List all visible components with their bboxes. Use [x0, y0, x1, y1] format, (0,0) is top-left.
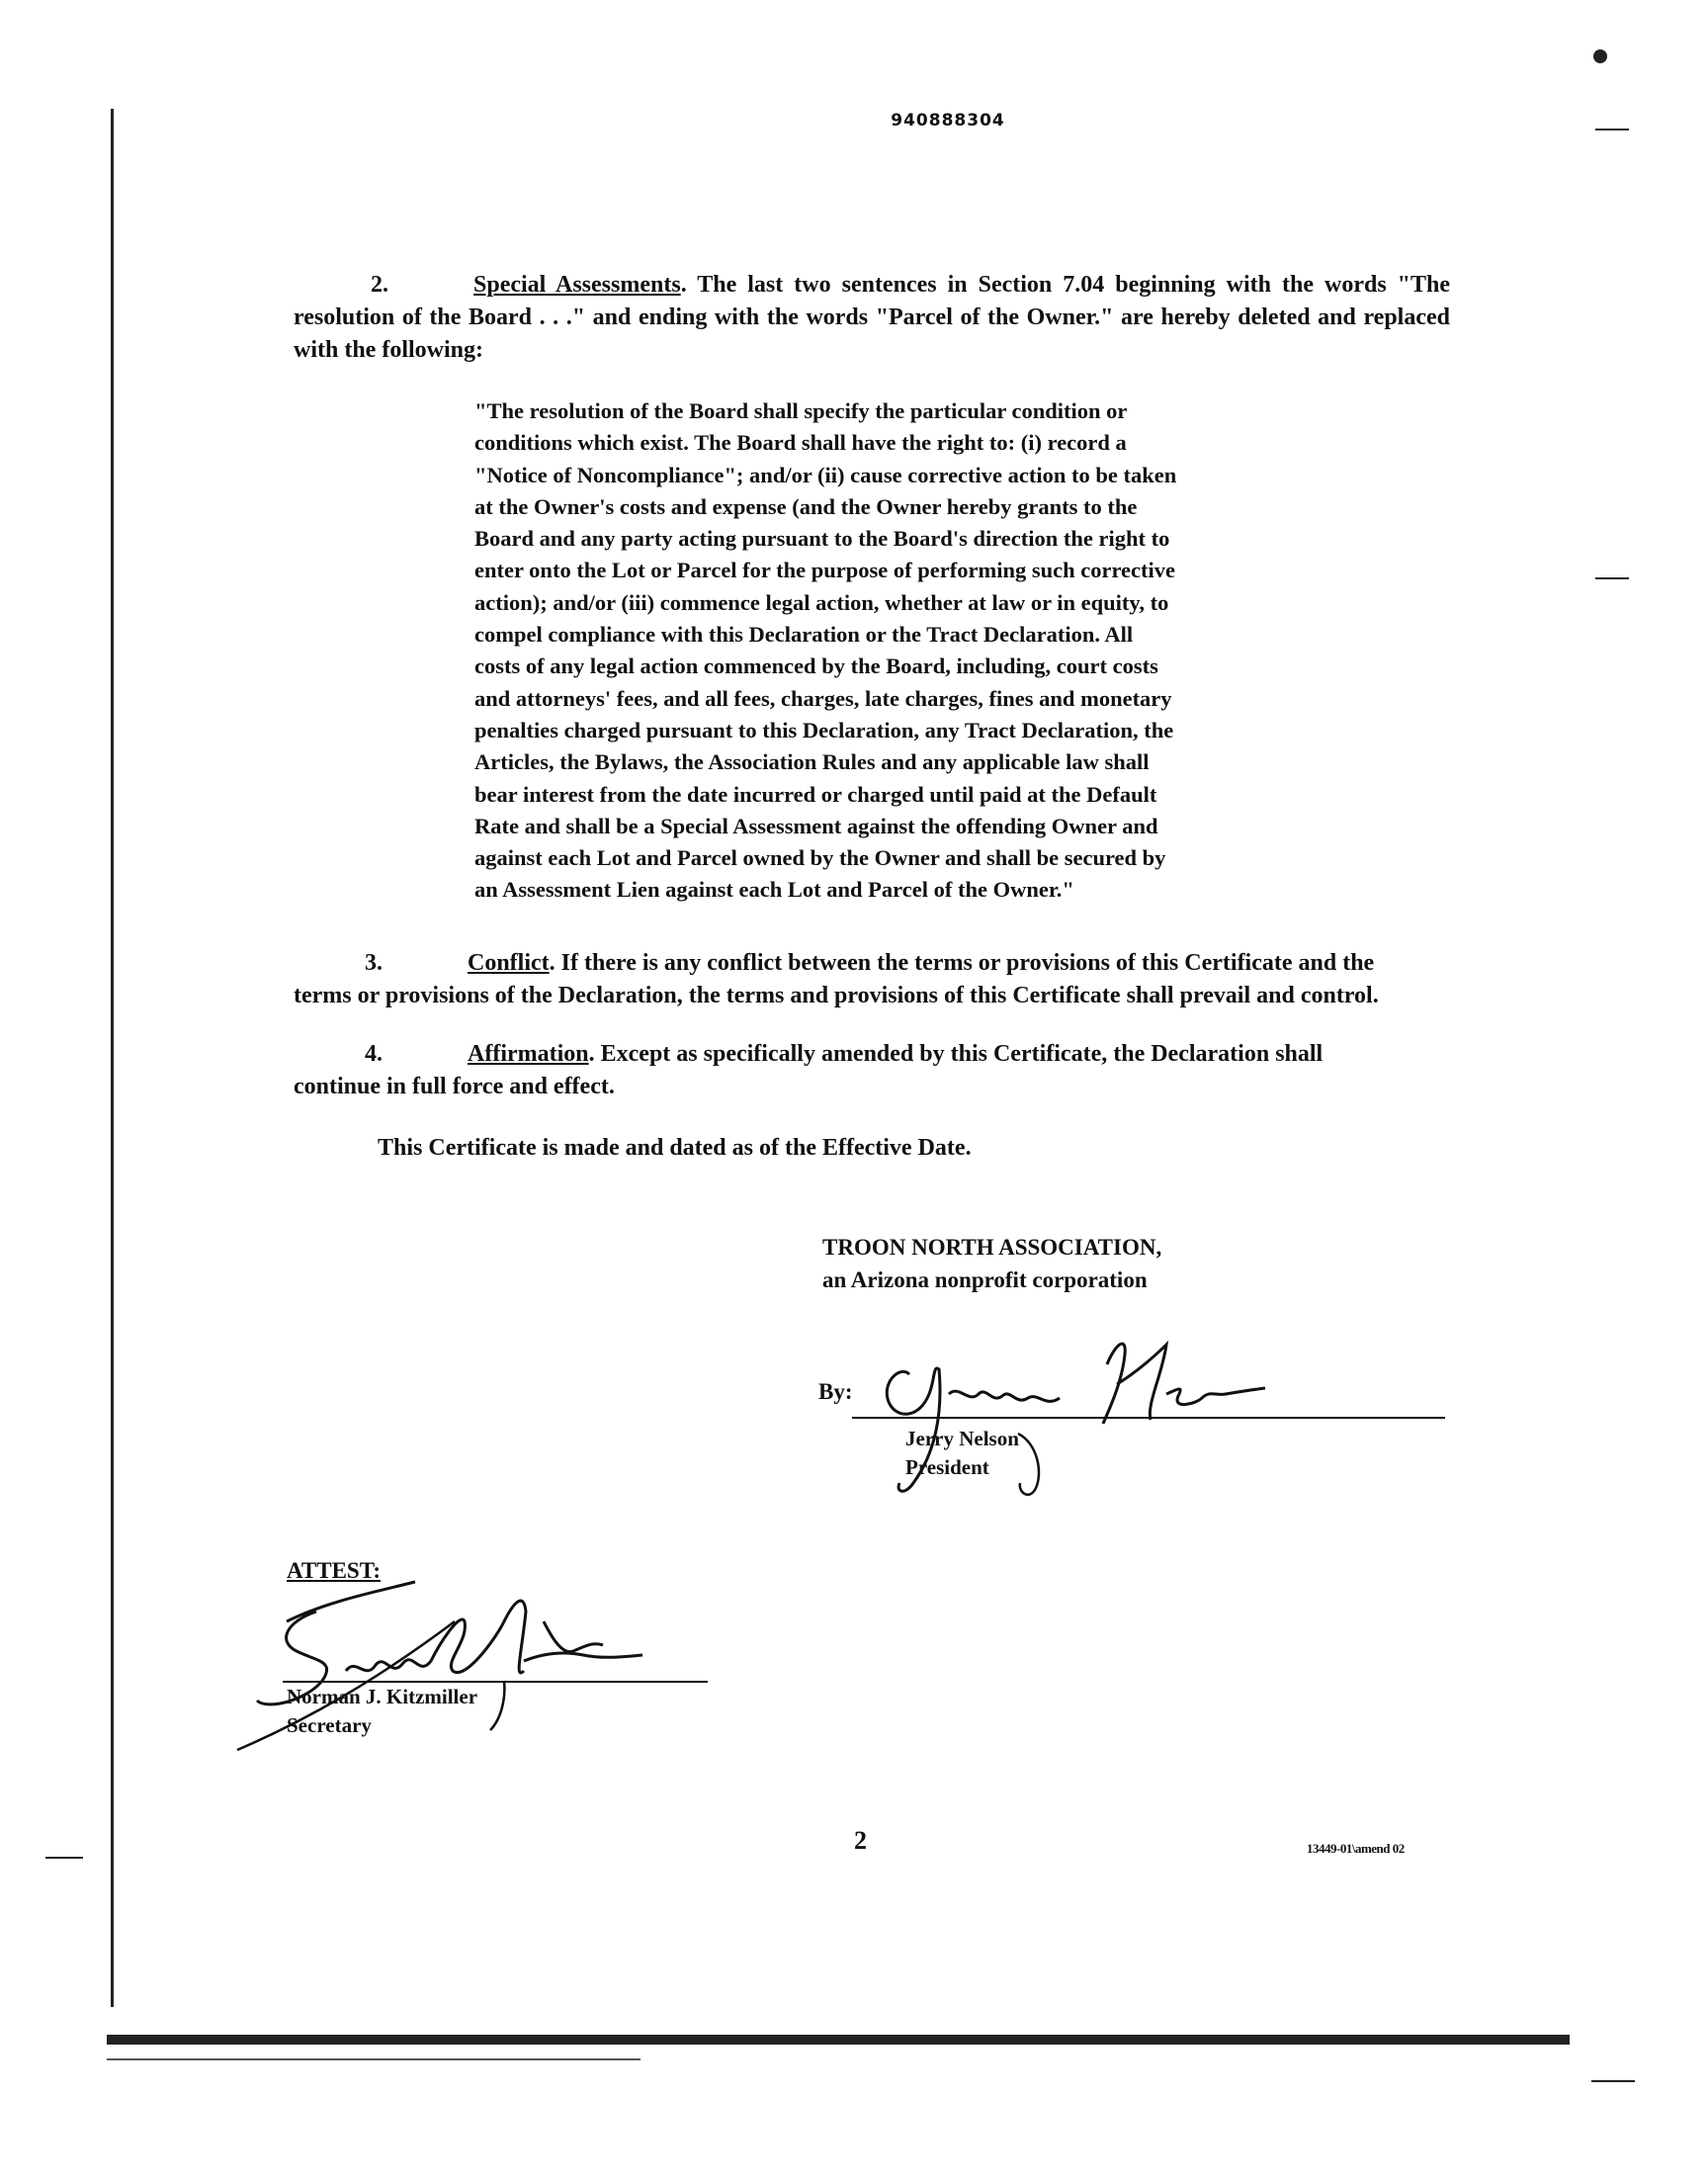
paragraph-number: 2.	[371, 272, 388, 298]
attest-label: ATTEST:	[287, 1558, 382, 1583]
paragraph-text: . The last two sentences in Section 7.04 beginning with the words "The resolution of the Board . . ." and ending with the words "Parcel of the Owner." are hereby deleted and replaced with the following:	[294, 272, 1450, 363]
paragraph-4	[294, 1038, 1450, 1103]
quote-line: penalties charged pursuant to this Declaration, any Tract Declaration, the	[474, 717, 1174, 742]
right-dash-mark	[1595, 577, 1629, 579]
quote-line: Board and any party acting pursuant to the Board's direction the right to	[474, 526, 1170, 552]
document-number: 940888304	[891, 111, 1005, 131]
organization-name: TROON NORTH ASSOCIATION,	[822, 1235, 1162, 1260]
organization-description: an Arizona nonprofit corporation	[822, 1267, 1148, 1292]
quote-line: costs of any legal action commenced by the Board, including, court costs	[474, 654, 1158, 679]
organization-block	[822, 1231, 1161, 1296]
quote-line: an Assessment Lien against each Lot and Parcel of the Owner."	[474, 877, 1074, 903]
left-dash-mark	[45, 1857, 83, 1859]
paragraph-text: . If there is any conflict between the terms or provisions of this Certificate and the	[549, 950, 1375, 976]
right-dash-mark	[1591, 2080, 1635, 2082]
paragraph-heading: Conflict	[468, 950, 550, 976]
bottom-scan-line	[107, 2058, 640, 2060]
quote-line: against each Lot and Parcel owned by the Owner and shall be secured by	[474, 845, 1166, 871]
paragraph-3	[294, 947, 1450, 1012]
paragraph-number: 4.	[365, 1041, 383, 1067]
secretary-block	[287, 1683, 477, 1740]
paragraph-heading: Affirmation	[468, 1041, 589, 1067]
by-label: By:	[818, 1379, 853, 1404]
paragraph-number: 3.	[365, 950, 383, 976]
amendment-quote	[474, 395, 1277, 907]
secretary-name: Norman J. Kitzmiller	[287, 1685, 478, 1708]
page-number: 2	[854, 1826, 867, 1855]
top-right-blot	[1593, 49, 1607, 63]
document-code: 13449-01\amend 02	[1307, 1841, 1405, 1856]
signature-line	[852, 1417, 1445, 1419]
quote-line: "Notice of Noncompliance"; and/or (ii) cause corrective action to be taken	[474, 462, 1177, 487]
paragraph-text: terms or provisions of the Declaration, the terms and provisions of this Certificate shall prevail and control.	[294, 983, 1379, 1008]
quote-line: Rate and shall be a Special Assessment against the offending Owner and	[474, 813, 1158, 838]
secretary-title: Secretary	[287, 1713, 372, 1737]
quote-line: compel compliance with this Declaration or the Tract Declaration. All	[474, 622, 1134, 648]
closing-statement: This Certificate is made and dated as of the Effective Date.	[378, 1135, 972, 1161]
quote-line: "The resolution of the Board shall specify the particular condition or	[474, 398, 1128, 423]
paragraph-2	[294, 269, 1450, 367]
paragraph-text: . Except as specifically amended by this Certificate, the Declaration shall	[588, 1041, 1324, 1067]
paragraph-text: continue in full force and effect.	[294, 1074, 615, 1099]
signer-title: President	[905, 1455, 989, 1479]
signer-block	[905, 1425, 1019, 1482]
quote-line: bear interest from the date incurred or charged until paid at the Default	[474, 781, 1157, 807]
bottom-scan-bar	[107, 2035, 1570, 2045]
quote-line: conditions which exist. The Board shall have the right to: (i) record a	[474, 430, 1127, 456]
signer-name: Jerry Nelson	[905, 1427, 1019, 1450]
quote-line: at the Owner's costs and expense (and the Owner hereby grants to the	[474, 493, 1138, 519]
paragraph-heading: Special Assessments	[473, 272, 681, 298]
left-margin-line	[111, 109, 114, 2007]
quote-line: and attorneys' fees, and all fees, charges, late charges, fines and monetary	[474, 685, 1172, 711]
quote-line: enter onto the Lot or Parcel for the purpose of performing such corrective	[474, 558, 1176, 583]
quote-line: action); and/or (iii) commence legal action, whether at law or in equity, to	[474, 589, 1169, 615]
quote-line: Articles, the Bylaws, the Association Rules and any applicable law shall	[474, 749, 1150, 775]
